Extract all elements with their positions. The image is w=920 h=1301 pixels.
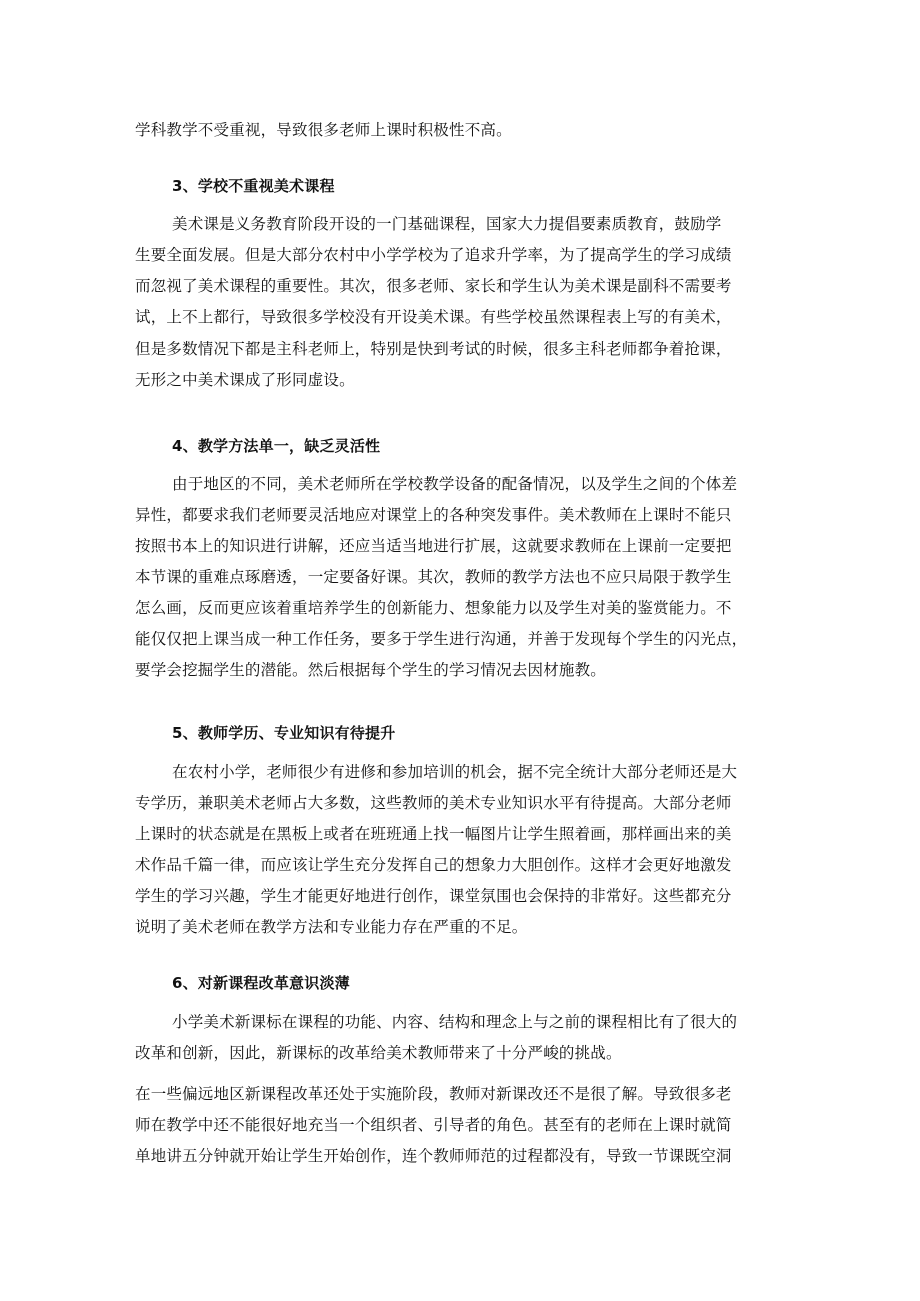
s5-p1-line6: 说明了美术老师在教学方法和专业能力存在严重的不足。 (135, 918, 528, 936)
s3-p1-line6: 无形之中美术课成了形同虚设。 (135, 371, 355, 389)
section-4-heading: 4、教学方法单一，缺乏灵活性 (172, 437, 381, 455)
s4-p1-line3: 按照书本上的知识进行讲解，还应当适当地进行扩展，这就要求教师在上课前一定要把 (135, 537, 732, 555)
s5-p1-line3: 上课时的状态就是在黑板上或者在班班通上找一幅图片让学生照着画，那样画出来的美 (135, 825, 732, 843)
s3-p1-line2: 生要全面发展。但是大部分农村中小学学校为了追求升学率，为了提高学生的学习成绩 (135, 246, 732, 264)
s6-p1-line1: 小学美术新课标在课程的功能、内容、结构和理念上与之前的课程相比有了很大的 (172, 1013, 738, 1031)
s5-p1-line1: 在农村小学，老师很少有进修和参加培训的机会，据不完全统计大部分老师还是大 (172, 763, 738, 781)
s6-p1-line2: 改革和创新，因此，新课标的改革给美术教师带来了十分严峻的挑战。 (135, 1044, 622, 1062)
s4-p1-line6: 能仅仅把上课当成一种工作任务，要多于学生进行沟通，并善于发现每个学生的闪光点， (135, 630, 748, 648)
s4-p1-line1: 由于地区的不同，美术老师所在学校教学设备的配备情况，以及学生之间的个体差 (172, 475, 738, 493)
s4-p1-line2: 异性，都要求我们老师要灵活地应对课堂上的各种突发事件。美术教师在上课时不能只 (135, 506, 732, 524)
section-3-heading: 3、学校不重视美术课程 (172, 177, 335, 195)
s5-p1-line5: 学生的学习兴趣，学生才能更好地进行创作，课堂氛围也会保持的非常好。这些都充分 (135, 887, 732, 905)
section-5-heading: 5、教师学历、专业知识有待提升 (172, 724, 396, 742)
s3-p1-line1: 美术课是义务教育阶段开设的一门基础课程，国家大力提倡要素质教育，鼓励学 (172, 215, 722, 233)
s3-p1-line5: 但是多数情况下都是主科老师上，特别是快到考试的时候，很多主科老师都争着抢课， (135, 340, 732, 358)
s4-p1-line4: 本节课的重难点琢磨透，一定要备好课。其次，教师的教学方法也不应只局限于教学生 (135, 568, 732, 586)
s3-p1-line4: 试，上不上都行，导致很多学校没有开设美术课。有些学校虽然课程表上写的有美术， (135, 308, 732, 326)
s6-p2-line2: 师在教学中还不能很好地充当一个组织者、引导者的角色。甚至有的老师在上课时就简 (135, 1116, 732, 1134)
s4-p1-line7: 要学会挖掘学生的潜能。然后根据每个学生的学习情况去因材施教。 (135, 661, 607, 679)
s3-p1-line3: 而忽视了美术课程的重要性。其次，很多老师、家长和学生认为美术课是副科不需要考 (135, 277, 732, 295)
s6-p2-line1: 在一些偏远地区新课程改革还处于实施阶段，教师对新课改还不是很了解。导致很多老 (135, 1085, 732, 1103)
intro-line: 学科教学不受重视，导致很多老师上课时积极性不高。 (135, 121, 512, 139)
section-6-heading: 6、对新课程改革意识淡薄 (172, 974, 350, 992)
s5-p1-line2: 专学历，兼职美术老师占大多数，这些教师的美术专业知识水平有待提高。大部分老师 (135, 794, 732, 812)
s6-p2-line3: 单地讲五分钟就开始让学生开始创作，连个教师师范的过程都没有，导致一节课既空洞 (135, 1147, 732, 1165)
s4-p1-line5: 怎么画，反而更应该着重培养学生的创新能力、想象能力以及学生对美的鉴赏能力。不 (135, 599, 732, 617)
s5-p1-line4: 术作品千篇一律，而应该让学生充分发挥自己的想象力大胆创作。这样才会更好地激发 (135, 856, 732, 874)
